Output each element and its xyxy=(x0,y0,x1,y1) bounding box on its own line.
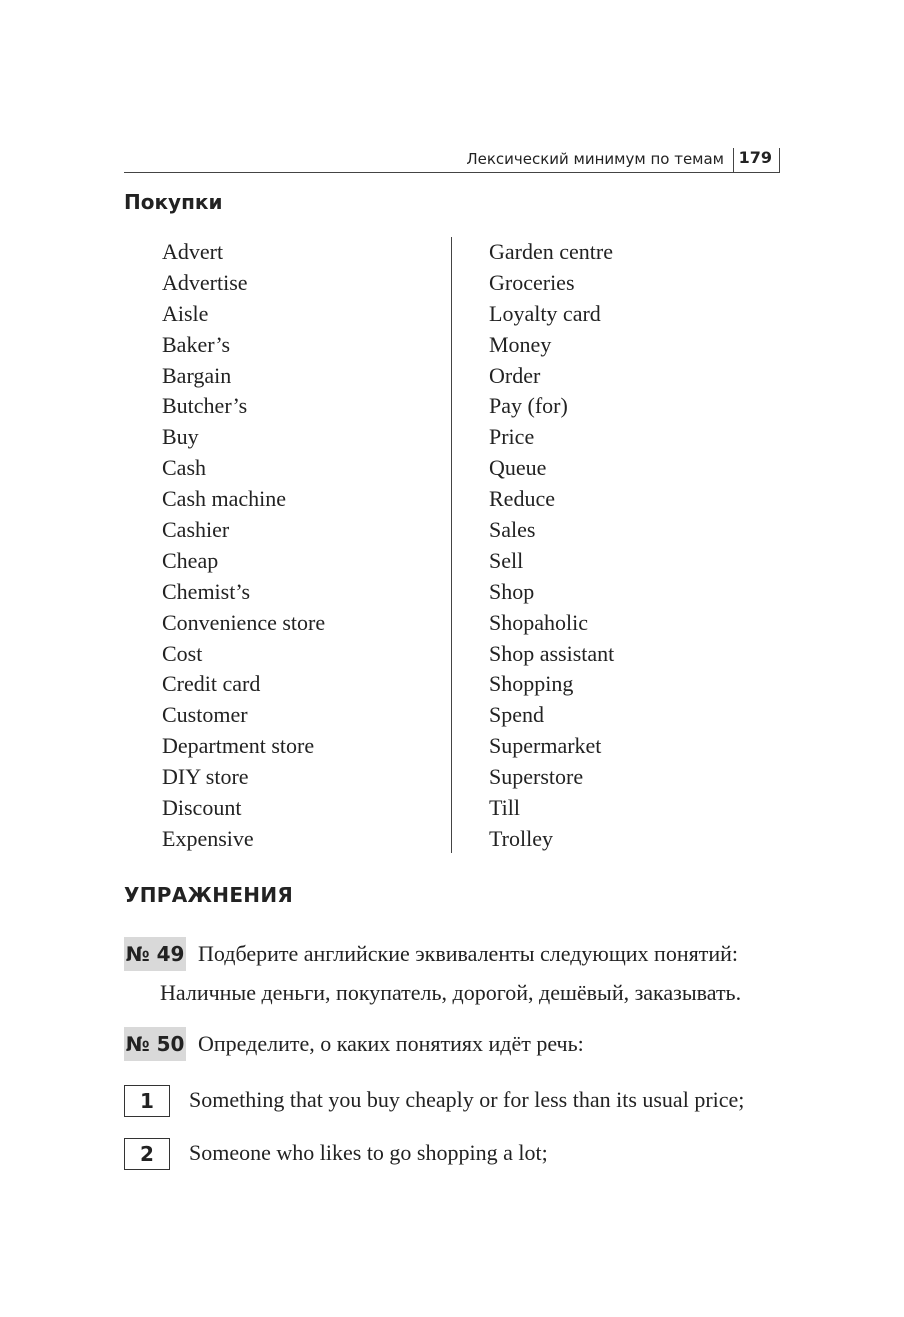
vocabulary-word: Buy xyxy=(162,424,199,450)
vocabulary-word: Spend xyxy=(489,702,544,728)
vocabulary-word: Price xyxy=(489,424,535,450)
vocabulary-word: Bargain xyxy=(162,362,232,388)
task-49-badge: № 49 xyxy=(124,937,186,971)
item-text: Something that you buy cheaply or for less than its usual price; xyxy=(189,1087,745,1112)
vocabulary-list-left xyxy=(162,237,325,855)
vocabulary-word: Butcher’s xyxy=(162,393,248,419)
running-title: Лексический минимум по темам xyxy=(466,150,724,168)
task-49-words: Наличные деньги, покупатель, дорогой, дешёвый, заказывать. xyxy=(160,980,742,1005)
vocabulary-word: Expensive xyxy=(162,825,254,851)
page-number: 179 xyxy=(738,148,772,167)
vocabulary-word: Reduce xyxy=(489,486,555,512)
section-title: Покупки xyxy=(124,190,223,214)
item-text: Someone who likes to go shopping a lot; xyxy=(189,1140,548,1165)
vocabulary-word: Cash machine xyxy=(162,486,287,512)
column-divider xyxy=(451,237,452,853)
vocabulary-word: Credit card xyxy=(162,671,261,697)
vocabulary-word: Discount xyxy=(162,795,242,821)
vocabulary-word: Pay (for) xyxy=(489,393,568,419)
vocabulary-word: Cheap xyxy=(162,547,219,573)
vocabulary-word: Shopaholic xyxy=(489,609,588,635)
task-49-instruction: Подберите английские эквиваленты следующих понятий: xyxy=(198,941,738,966)
vocabulary-word: Money xyxy=(489,331,552,357)
vocabulary-word: Order xyxy=(489,362,541,388)
vocabulary-word: Superstore xyxy=(489,764,584,790)
vocabulary-word: Garden centre xyxy=(489,239,613,264)
item-number-box: 2 xyxy=(124,1138,170,1170)
vocabulary-word: Cashier xyxy=(162,517,230,543)
vocabulary-word: Advertise xyxy=(162,269,248,295)
header-divider-right xyxy=(779,148,780,172)
vocabulary-word: Shop assistant xyxy=(489,640,615,666)
vocabulary-word: DIY store xyxy=(162,764,249,790)
exercises-heading: УПРАЖНЕНИЯ xyxy=(124,883,294,907)
running-header xyxy=(124,146,780,173)
vocabulary-word: Trolley xyxy=(489,825,553,851)
vocabulary-word: Sales xyxy=(489,517,536,543)
vocabulary-word: Supermarket xyxy=(489,733,602,759)
vocabulary-word: Shopping xyxy=(489,671,574,697)
vocabulary-word: Baker’s xyxy=(162,331,231,357)
vocabulary-word: Cost xyxy=(162,640,203,666)
vocabulary-word: Customer xyxy=(162,702,248,728)
vocabulary-word: Convenience store xyxy=(162,609,326,635)
vocabulary-word: Chemist’s xyxy=(162,578,251,604)
vocabulary-word: Advert xyxy=(162,239,224,264)
vocabulary-word: Queue xyxy=(489,455,547,481)
vocabulary-word: Department store xyxy=(162,733,315,759)
task-50-badge: № 50 xyxy=(124,1027,186,1061)
vocabulary-word: Shop xyxy=(489,578,535,604)
vocabulary-word: Sell xyxy=(489,547,524,573)
header-divider xyxy=(733,148,734,172)
vocabulary-word: Loyalty card xyxy=(489,300,601,326)
task-50-instruction: Определите, о каких понятиях идёт речь: xyxy=(198,1031,584,1056)
vocabulary-list-right xyxy=(489,237,614,855)
vocabulary-word: Aisle xyxy=(162,300,209,326)
vocabulary-word: Groceries xyxy=(489,269,575,295)
vocabulary-word: Cash xyxy=(162,455,206,481)
vocabulary-word: Till xyxy=(489,795,521,821)
item-number-box: 1 xyxy=(124,1085,170,1117)
